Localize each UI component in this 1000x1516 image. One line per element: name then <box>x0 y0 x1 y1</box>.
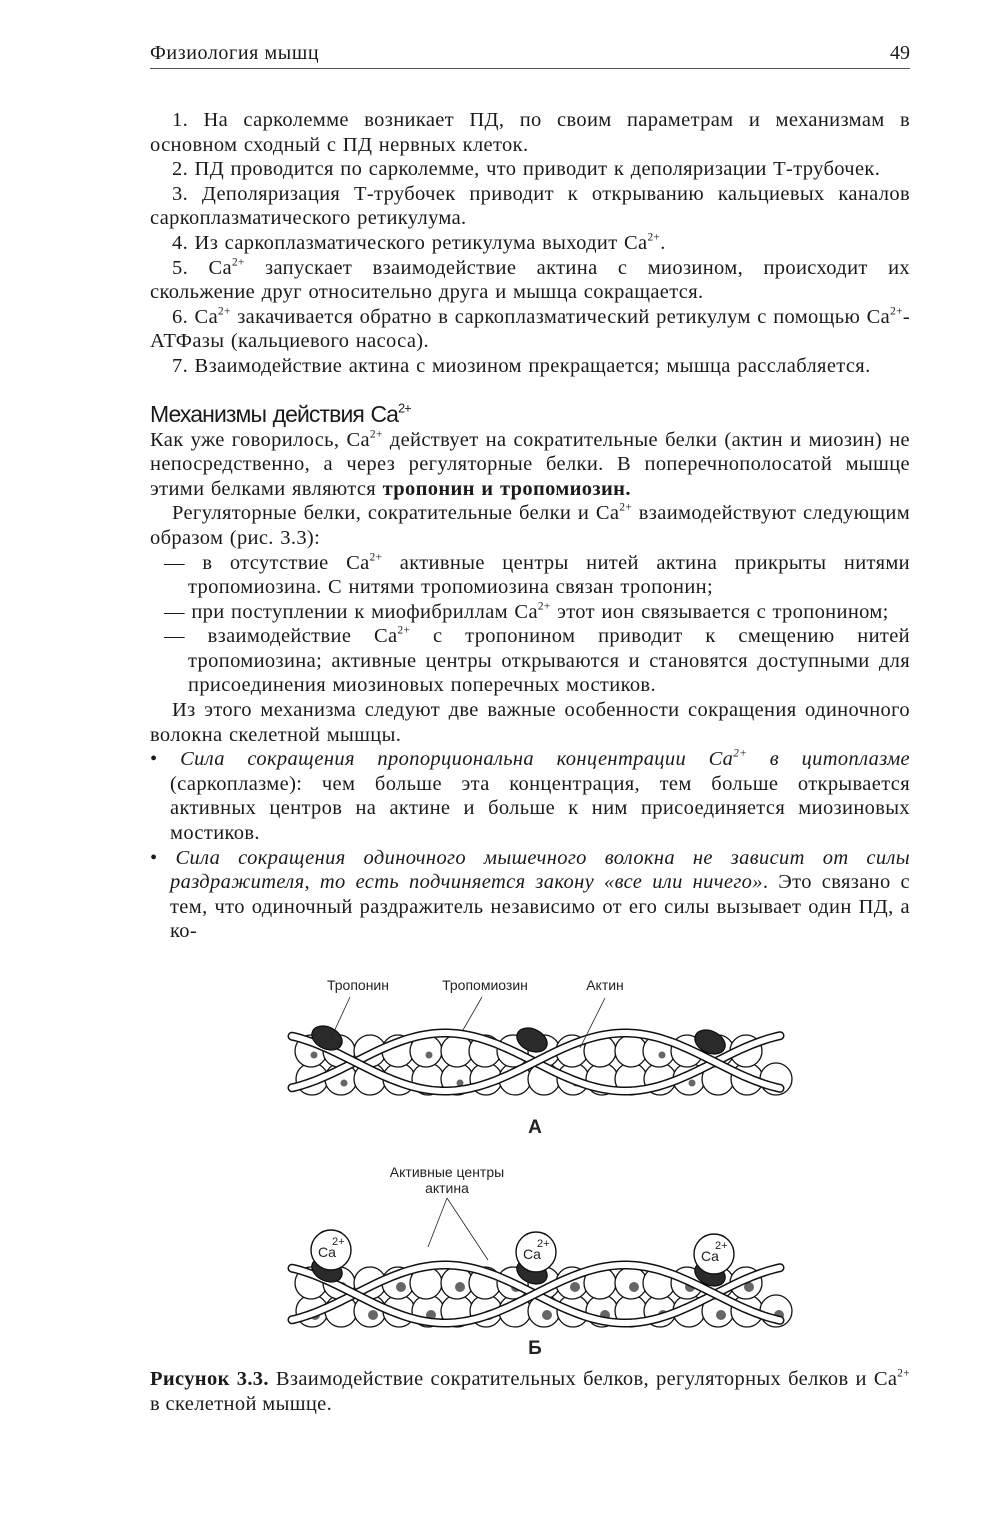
text-segment: Как уже говорилось, Ca <box>150 428 370 451</box>
text-segment: Сила сокращения пропорциональна концентрации Ca <box>180 748 734 771</box>
superscript: 2+ <box>619 501 633 514</box>
step-2 <box>150 157 910 182</box>
superscript: 2+ <box>397 624 411 637</box>
text-segment: (саркоплазме): чем больше эта концентрация, тем больше открывается активных центров на актине и больше к ним присоединяется миозиновых мостиков. <box>170 772 910 845</box>
active-center-dot <box>689 1080 696 1087</box>
superscript: 2+ <box>890 305 903 318</box>
step-3 <box>150 182 910 231</box>
section-heading <box>150 400 910 428</box>
text-segment: Регуляторные белки, сократительные белки и Ca <box>172 502 620 525</box>
panel-a-diagram <box>292 1021 792 1095</box>
caption-label: Рисунок 3.3. <box>150 1368 269 1390</box>
active-center-dot <box>396 1282 406 1292</box>
active-center-dot <box>570 1282 580 1292</box>
active-center-dot <box>659 1052 666 1059</box>
step-6 <box>150 305 910 354</box>
label-active-centers: Активные центры <box>389 1164 505 1180</box>
paragraph <box>150 501 910 550</box>
label-tropomyosin: Тропомиозин <box>442 977 528 993</box>
calcium-label: Ca <box>701 1248 719 1264</box>
active-center-dot <box>629 1282 639 1292</box>
leader-troponin <box>332 997 350 1036</box>
superscript: 2+ <box>369 428 383 441</box>
text-segment: в цитоплазме <box>747 748 910 771</box>
superscript: 2+ <box>369 551 383 564</box>
text-segment: тропонин и тропомиозин. <box>382 477 631 500</box>
dash-item <box>150 551 910 600</box>
text-segment: закачивается обратно в саркоплазматический ретикулум с помощью Ca <box>230 305 891 328</box>
text-segment: . <box>660 231 666 254</box>
active-center-dot <box>311 1052 318 1059</box>
text-segment: • <box>150 748 181 771</box>
calcium-charge: 2+ <box>537 1238 550 1250</box>
body-text <box>150 108 910 944</box>
panel-b-label: Б <box>528 1338 542 1359</box>
superscript: 2+ <box>398 401 411 416</box>
active-center-dot <box>368 1310 378 1320</box>
text-segment: 2. ПД проводится по сарколемме, что приводит к деполяризации Т-трубочек. <box>172 158 881 181</box>
text-segment: действует на сократительные белки (актин и миозин) не непосредственно, а через регуляторные белки. В поперечнополосатой мышце этими белками являются <box>150 428 910 500</box>
text-segment: этот ион связывается с тропонином; <box>550 600 889 623</box>
text-segment: — при поступлении к миофибриллам Ca <box>164 600 538 623</box>
chapter-title: Физиология мышц <box>150 42 320 64</box>
step-4 <box>150 231 910 256</box>
text-segment: • <box>150 846 176 869</box>
step-7 <box>150 354 910 379</box>
bullet-item <box>150 747 910 845</box>
bullet-item <box>150 846 910 944</box>
text-segment: 6. Ca <box>172 305 219 328</box>
text-segment: 4. Из саркоплазматического ретикулума выходит Ca <box>172 231 648 254</box>
text-segment: 5. Ca <box>172 256 232 279</box>
label-troponin: Тропонин <box>327 977 389 993</box>
calcium-charge: 2+ <box>332 1236 345 1248</box>
calcium-charge: 2+ <box>715 1240 728 1252</box>
text-segment: 3. Деполяризация Т-трубочек приводит к открыванию кальциевых каналов саркоплазматического ретикулума. <box>150 182 910 230</box>
text-segment: — в отсутствие Ca <box>164 551 370 574</box>
active-center-dot <box>341 1080 348 1087</box>
caption-text-end: в скелетной мышце. <box>150 1392 333 1415</box>
leader-active-center-2 <box>447 1198 488 1260</box>
leader-active-center-1 <box>428 1198 447 1247</box>
paragraph <box>150 698 910 747</box>
text-segment: с тропонином приводит к смещению нитей тропомиозина; активные центры открываются и становятся доступными для присоединения миозиновых поперечных мостиков. <box>188 625 910 697</box>
figure-3-3 <box>270 970 800 1362</box>
text-segment: — взаимодействие Ca <box>164 625 398 648</box>
actin-monomer <box>615 1035 647 1067</box>
text-segment: Механизмы действия Ca <box>150 400 399 427</box>
superscript: 2+ <box>218 305 231 318</box>
figure-caption <box>150 1367 910 1416</box>
calcium-label: Ca <box>523 1246 541 1262</box>
superscript: 2+ <box>537 600 551 613</box>
label-active-centers-2: актина <box>425 1180 469 1196</box>
text-segment: -АТФазы (кальциевого насоса). <box>150 305 910 353</box>
page-number: 49 <box>890 42 910 64</box>
dash-item <box>150 624 910 698</box>
active-center-dot <box>455 1282 465 1292</box>
caption-text: Взаимодействие сократительных белков, регуляторных белков и Ca <box>268 1368 898 1390</box>
text-segment: активные центры нитей актина прикрыты нитями тропомиозина. С нитями тропомиозина связан тропонин; <box>188 551 911 599</box>
running-header <box>150 40 910 69</box>
text-segment: 1. На сарколемме возникает ПД, по своим параметрам и механизмам в основном сходный с ПД нервных клеток. <box>150 109 910 156</box>
active-center-dot <box>542 1310 552 1320</box>
superscript: 2+ <box>231 256 245 269</box>
superscript: 2+ <box>733 747 748 760</box>
active-center-dot <box>426 1052 433 1059</box>
text-segment: . Это связано с тем, что одиночный раздражитель независимо от его силы вызывает один ПД, а ко- <box>170 871 910 943</box>
caption-sup: 2+ <box>897 1367 910 1380</box>
text-segment: запускает взаимодействие актина с миозином, происходит их скольжение друг относительно друга и мышца сокращается. <box>150 256 910 304</box>
text-segment: 7. Взаимодействие актина с миозином прекращается; мышца расслабляется. <box>172 354 871 377</box>
active-center-dot <box>716 1310 726 1320</box>
leader-tropomyosin <box>463 997 482 1030</box>
text-segment: Сила сокращения одиночного мышечного волокна не зависит от силы раздражителя, то есть подчиняется закону «все или ничего» <box>170 846 910 894</box>
label-actin: Актин <box>586 977 624 993</box>
dash-item <box>150 600 910 625</box>
calcium-label: Ca <box>318 1244 336 1260</box>
step-5 <box>150 256 910 305</box>
panel-a-label: А <box>528 1117 542 1138</box>
text-segment: взаимодействуют следующим образом (рис. 3.3): <box>150 502 911 549</box>
superscript: 2+ <box>647 231 661 244</box>
text-segment: Из этого механизма следуют две важные особенности сокращения одиночного волокна скелетной мышцы. <box>150 699 910 746</box>
step-1 <box>150 108 910 157</box>
paragraph <box>150 428 910 502</box>
panel-b-diagram <box>292 1230 792 1327</box>
